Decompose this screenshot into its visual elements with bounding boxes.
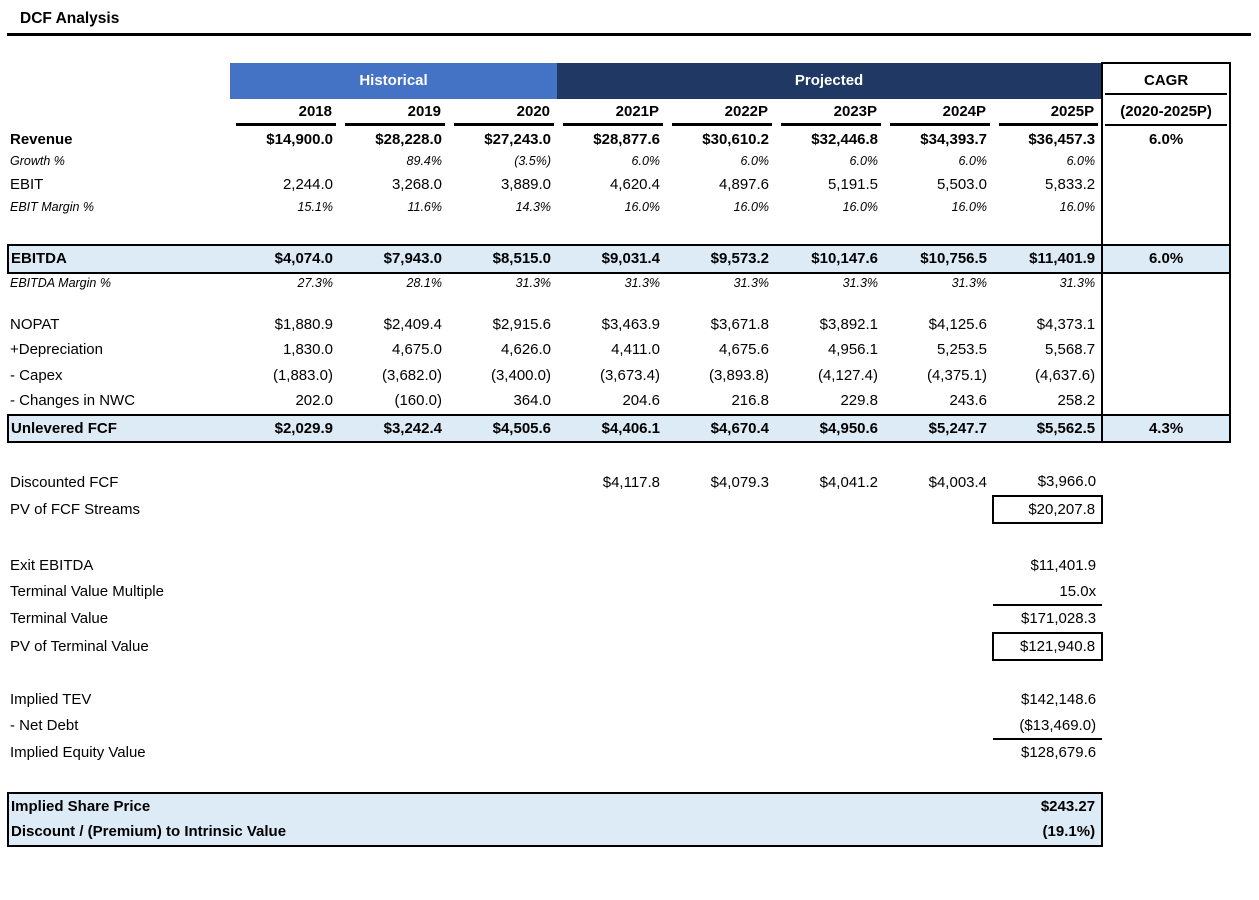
table-cell: 4,897.6 — [718, 176, 770, 194]
table-cell: 11.6% — [407, 199, 442, 214]
row-label: - Changes in NWC — [10, 392, 136, 410]
implied-equity-value: $128,679.6 — [1021, 744, 1097, 762]
table-cell: $3,671.8 — [710, 315, 770, 333]
table-cell: $4,406.1 — [557, 415, 666, 443]
table-cell: 31.3% — [951, 275, 988, 290]
table-cell: $10,756.5 — [884, 245, 993, 273]
table-cell: 364.0 — [513, 392, 552, 410]
cagr-header-label: CAGR — [1105, 68, 1227, 95]
terminal-value-value: $171,028.3 — [1021, 610, 1097, 628]
cagr-empty — [1102, 739, 1230, 766]
cagr-empty — [1102, 793, 1230, 820]
table-cell: $4,505.6 — [448, 415, 557, 443]
table-cell: 31.3% — [842, 275, 879, 290]
table-cell: (3,893.8) — [708, 366, 770, 384]
table-cell: (160.0) — [394, 392, 442, 410]
year-2018: 2018 — [230, 99, 339, 127]
row-label: +Depreciation — [10, 341, 103, 359]
table-cell: 4,675.6 — [718, 341, 770, 359]
year-2019: 2019 — [339, 99, 448, 127]
table-cell: 14.3% — [515, 199, 552, 214]
table-cell: $2,029.9 — [230, 415, 339, 443]
year-2021p: 2021P — [557, 99, 666, 127]
year-2020: 2020 — [448, 99, 557, 127]
table-cell: 16.0% — [951, 199, 988, 214]
empty-cells — [230, 713, 993, 740]
table-cell: $32,446.8 — [811, 130, 879, 148]
spacer-row — [8, 442, 1230, 469]
row-label: Discounted FCF — [10, 473, 119, 491]
empty-cells — [230, 605, 993, 633]
spacer — [8, 766, 1230, 793]
ufcf-cagr: 4.3% — [1102, 415, 1230, 443]
table-cell: $4,373.1 — [1036, 315, 1096, 333]
row-pv-of-fcf-streams — [8, 496, 1230, 524]
table-cell: 31.3% — [515, 275, 552, 290]
table-cell: (3,682.0) — [381, 366, 442, 384]
table-cell: $28,228.0 — [375, 130, 442, 148]
title-divider — [7, 33, 1251, 36]
row-unlevered-fcf — [8, 415, 1230, 443]
table-cell: $4,950.6 — [775, 415, 884, 443]
cagr-empty — [1102, 363, 1230, 389]
tv-multiple-value: 15.0x — [993, 579, 1102, 606]
table-cell: 229.8 — [840, 392, 879, 410]
spacer-row — [8, 766, 1230, 793]
table-cell: 5,253.5 — [936, 341, 988, 359]
row-label: PV of FCF Streams — [10, 500, 141, 518]
row-net-debt — [8, 713, 1230, 740]
row-terminal-value — [8, 605, 1230, 633]
cagr-empty — [1102, 579, 1230, 606]
net-debt-value: ($13,469.0) — [993, 713, 1102, 740]
table-cell: $4,003.4 — [928, 473, 988, 491]
table-cell: $4,125.6 — [928, 315, 988, 333]
header-band-row — [8, 63, 1230, 99]
table-cell: 16.0% — [842, 199, 879, 214]
spacer-row — [8, 660, 1230, 687]
table-cell: $5,562.5 — [993, 415, 1102, 443]
table-cell: 16.0% — [1059, 199, 1096, 214]
row-label: Discount / (Premium) to Intrinsic Value — [11, 823, 287, 841]
table-cell: 15.1% — [297, 199, 333, 214]
cagr-empty — [1102, 553, 1230, 579]
table-cell: 4,626.0 — [500, 341, 552, 359]
table-cell — [230, 152, 339, 172]
exit-ebitda-value: $11,401.9 — [1030, 557, 1097, 575]
spacer-row — [8, 218, 1230, 245]
table-cell: 31.3% — [1059, 275, 1096, 290]
row-implied-share-price — [8, 793, 1230, 820]
table-cell: 4,620.4 — [609, 176, 661, 194]
cagr-empty — [1102, 819, 1230, 846]
table-cell: 204.6 — [622, 392, 661, 410]
table-cell: $14,900.0 — [266, 130, 333, 148]
row-label: EBIT Margin % — [10, 199, 95, 214]
spacer — [8, 218, 1102, 245]
table-cell: 243.6 — [949, 392, 988, 410]
empty-cells — [230, 496, 993, 524]
table-cell: 3,889.0 — [500, 176, 552, 194]
table-cell: $4,041.2 — [819, 473, 879, 491]
empty-cells — [230, 633, 993, 661]
row-ebit — [8, 172, 1230, 198]
table-cell: $4,079.3 — [710, 473, 770, 491]
implied-tev-value: $142,148.6 — [1021, 691, 1097, 709]
row-label: EBITDA — [8, 245, 230, 273]
row-label: - Net Debt — [10, 717, 79, 735]
table-cell: (4,375.1) — [926, 366, 988, 384]
table-cell: 31.3% — [733, 275, 770, 290]
cagr-subheader — [1102, 99, 1230, 127]
table-cell: 28.1% — [406, 275, 442, 290]
table-cell: 6.0% — [631, 154, 661, 168]
table-cell: (1,883.0) — [272, 366, 333, 384]
table-cell: $4,117.8 — [602, 473, 661, 491]
spacer — [8, 294, 1102, 312]
table-cell: 31.3% — [624, 275, 661, 290]
table-cell: (4,127.4) — [817, 366, 879, 384]
table-cell: 3,268.0 — [391, 176, 442, 194]
dcf-table — [7, 62, 1231, 847]
table-cell: 5,833.2 — [1045, 176, 1096, 194]
discount-premium-value: (19.1%) — [1042, 823, 1096, 841]
ebitda-cagr: 6.0% — [1102, 245, 1230, 273]
table-cell: (3,400.0) — [490, 366, 552, 384]
table-cell: $8,515.0 — [448, 245, 557, 273]
row-ebitda-margin — [8, 273, 1230, 294]
empty-cells — [230, 553, 993, 579]
empty-cells — [230, 739, 993, 766]
table-cell: 4,411.0 — [611, 341, 661, 359]
cagr-empty — [1102, 713, 1230, 740]
cagr-empty — [1102, 312, 1230, 338]
cagr-empty — [1102, 152, 1230, 172]
table-cell: $3,463.9 — [601, 315, 661, 333]
table-cell: 27.3% — [297, 275, 333, 290]
table-cell: $34,393.7 — [920, 130, 988, 148]
row-terminal-value-multiple — [8, 579, 1230, 606]
row-label: Unlevered FCF — [8, 415, 230, 443]
spacer — [8, 660, 1230, 687]
row-label: PV of Terminal Value — [10, 637, 149, 655]
row-nopat — [8, 312, 1230, 338]
row-implied-tev — [8, 687, 1230, 713]
row-growth — [8, 152, 1230, 172]
spacer — [8, 442, 1230, 469]
table-cell: $1,880.9 — [274, 315, 333, 333]
cagr-empty — [1102, 605, 1230, 633]
table-cell: $27,243.0 — [484, 130, 552, 148]
row-label: Terminal Value Multiple — [10, 583, 164, 601]
table-cell: $28,877.6 — [593, 130, 661, 148]
page-title: DCF Analysis — [20, 10, 120, 27]
year-2025p: 2025P — [993, 99, 1102, 127]
row-label: - Capex — [10, 366, 63, 384]
band-spacer — [8, 63, 230, 99]
year-header-row — [8, 99, 1230, 127]
cagr-empty — [1102, 469, 1230, 496]
spacer — [8, 523, 1230, 553]
revenue-cagr: 6.0% — [1102, 127, 1230, 153]
cagr-empty — [1102, 388, 1230, 415]
cagr-empty — [1102, 337, 1230, 363]
row-changes-in-nwc — [8, 388, 1230, 415]
table-cell: 6.0% — [958, 154, 988, 168]
empty-cells — [230, 579, 993, 606]
table-cell: 258.2 — [1057, 392, 1096, 410]
cagr-empty — [1102, 294, 1230, 312]
row-label: Terminal Value — [10, 610, 109, 628]
table-cell: $2,409.4 — [383, 315, 442, 333]
row-discount-premium — [8, 819, 1230, 846]
table-cell: 6.0% — [1066, 154, 1096, 168]
cagr-empty — [1102, 273, 1230, 294]
table-cell: $5,247.7 — [884, 415, 993, 443]
table-cell: 4,956.1 — [827, 341, 879, 359]
row-label: Implied Share Price — [11, 797, 151, 815]
row-ebitda — [8, 245, 1230, 273]
row-pv-of-terminal-value — [8, 633, 1230, 661]
row-label: EBIT — [10, 176, 44, 194]
pv-fcf-value: $20,207.8 — [993, 496, 1102, 524]
historical-band: Historical — [230, 63, 557, 99]
pv-terminal-value: $121,940.8 — [993, 633, 1102, 661]
table-cell: $7,943.0 — [339, 245, 448, 273]
table-cell: 5,191.5 — [827, 176, 879, 194]
table-cell: 216.8 — [731, 392, 770, 410]
table-cell: $9,573.2 — [666, 245, 775, 273]
year-2023p: 2023P — [775, 99, 884, 127]
table-cell — [230, 469, 339, 496]
table-cell: 16.0% — [733, 199, 770, 214]
year-spacer — [8, 99, 230, 127]
share-price-value: $243.27 — [1040, 797, 1096, 815]
table-cell: 6.0% — [740, 154, 770, 168]
cagr-empty — [1102, 633, 1230, 661]
table-cell: (3,673.4) — [599, 366, 661, 384]
table-cell: 5,568.7 — [1045, 341, 1096, 359]
row-label: Growth % — [10, 154, 65, 168]
row-ebit-margin — [8, 198, 1230, 218]
cagr-empty — [1102, 496, 1230, 524]
row-label: EBITDA Margin % — [10, 275, 111, 290]
row-discounted-fcf — [8, 469, 1230, 496]
row-capex — [8, 363, 1230, 389]
table-cell: $30,610.2 — [702, 130, 770, 148]
table-cell: $10,147.6 — [775, 245, 884, 273]
table-cell: (4,637.6) — [1035, 366, 1096, 384]
table-cell: $3,242.4 — [339, 415, 448, 443]
table-cell: 89.4% — [406, 154, 442, 168]
table-cell: $4,074.0 — [230, 245, 339, 273]
table-cell — [448, 469, 557, 496]
spacer-row — [8, 294, 1230, 312]
table-cell: $4,670.4 — [666, 415, 775, 443]
table-cell: $2,915.6 — [492, 315, 552, 333]
row-label: Revenue — [10, 130, 73, 148]
share-price-cell — [8, 793, 1102, 820]
table-cell: 1,830.0 — [282, 341, 333, 359]
cagr-empty — [1102, 218, 1230, 245]
table-cell: 4,675.0 — [391, 341, 442, 359]
year-2024p: 2024P — [884, 99, 993, 127]
discount-premium-cell — [8, 819, 1102, 846]
table-cell: 5,503.0 — [936, 176, 988, 194]
row-depreciation — [8, 337, 1230, 363]
table-cell: $36,457.3 — [1028, 130, 1096, 148]
empty-cells — [230, 687, 993, 713]
cagr-period-label: (2020-2025P) — [1105, 99, 1227, 126]
table-cell: 6.0% — [849, 154, 879, 168]
table-cell: $3,892.1 — [819, 315, 879, 333]
table-cell — [339, 469, 448, 496]
projected-band: Projected — [557, 63, 1102, 99]
row-label: Implied Equity Value — [10, 743, 146, 761]
table-cell: 2,244.0 — [282, 176, 333, 194]
year-2022p: 2022P — [666, 99, 775, 127]
cagr-empty — [1102, 198, 1230, 218]
table-cell: 16.0% — [624, 199, 661, 214]
table-cell: $3,966.0 — [1037, 473, 1097, 491]
cagr-header — [1102, 63, 1230, 99]
row-label: Exit EBITDA — [10, 557, 94, 575]
table-cell: $9,031.4 — [557, 245, 666, 273]
row-revenue — [8, 127, 1230, 153]
table-cell: (3.5%) — [514, 154, 552, 168]
row-label: NOPAT — [10, 315, 60, 333]
row-implied-equity-value — [8, 739, 1230, 766]
cagr-empty — [1102, 172, 1230, 198]
row-label: Implied TEV — [10, 691, 92, 709]
cagr-empty — [1102, 687, 1230, 713]
spacer-row — [8, 523, 1230, 553]
row-exit-ebitda — [8, 553, 1230, 579]
table-cell: 202.0 — [295, 392, 333, 410]
table-cell: $11,401.9 — [993, 245, 1102, 273]
